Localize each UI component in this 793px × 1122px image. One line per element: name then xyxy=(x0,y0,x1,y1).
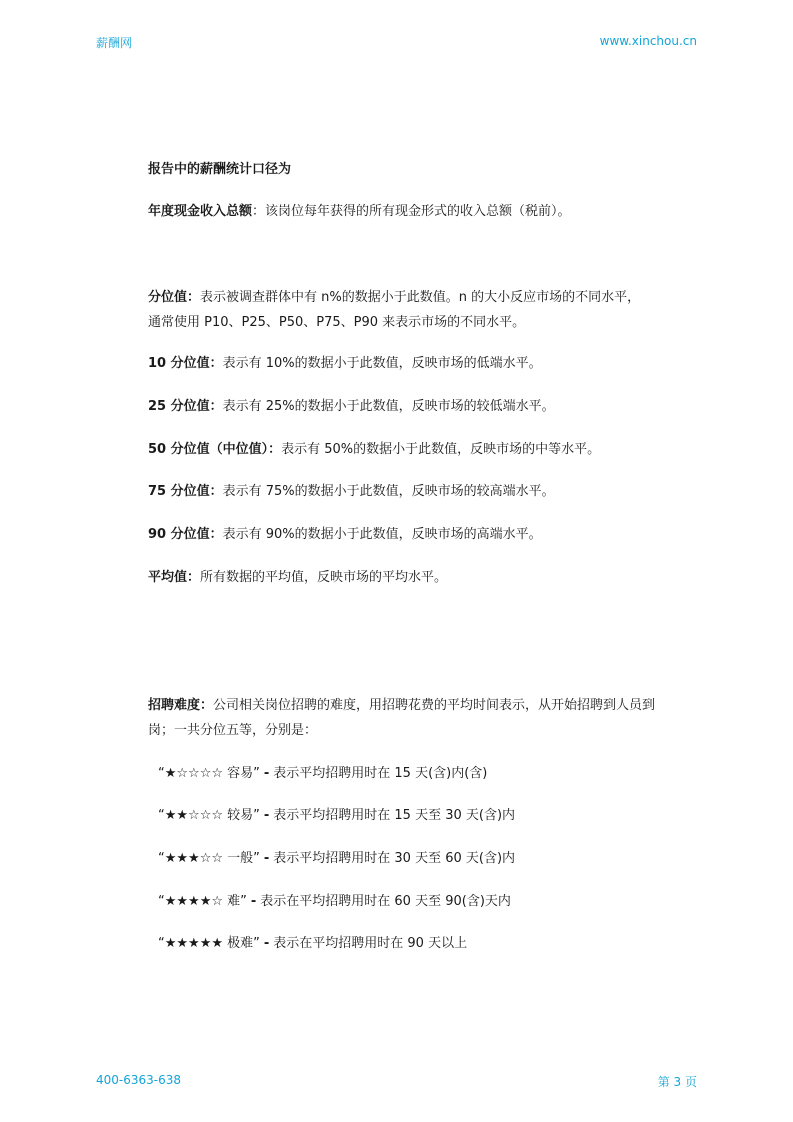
percentile-desc-1: 表示被调查群体中有 n%的数据小于此数值。n 的大小反应市场的不同水平， xyxy=(200,290,641,305)
p25-desc: 表示有 25%的数据小于此数值，反映市场的较低端水平。 xyxy=(222,399,555,414)
level-hard-dash: - xyxy=(250,894,257,909)
footer-page-number: 第 3 页 xyxy=(657,1075,697,1089)
p75-desc: 表示有 75%的数据小于此数值，反映市场的较高端水平。 xyxy=(222,484,555,499)
recruit-desc-1: 公司相关岗位招聘的难度，用招聘花费的平均时间表示，从开始招聘到人员到 xyxy=(213,698,656,713)
level-very-hard-desc: 表示在平均招聘用时在 90 天以上 xyxy=(273,936,468,951)
p10-label: 10 分位值： xyxy=(148,356,223,371)
level-easy-rating: “★☆☆☆☆ 容易” xyxy=(158,766,260,781)
p90-desc: 表示有 90%的数据小于此数值，反映市场的高端水平。 xyxy=(222,527,542,542)
level-fairly-easy-rating: “★★☆☆☆ 较易” xyxy=(158,808,260,823)
level-hard-rating: “★★★★☆ 难” xyxy=(158,894,247,909)
p75-line xyxy=(148,483,688,501)
level-very-hard-dash: - xyxy=(263,936,270,951)
average-desc: 所有数据的平均值，反映市场的平均水平。 xyxy=(200,570,448,585)
level-very-hard-rating: “★★★★★ 极难” xyxy=(158,936,260,951)
p50-line xyxy=(148,441,688,459)
p10-desc: 表示有 10%的数据小于此数值，反映市场的低端水平。 xyxy=(222,356,542,371)
p10-line xyxy=(148,355,688,373)
level-hard-desc: 表示在平均招聘用时在 60 天至 90(含)天内 xyxy=(260,894,511,909)
annual-income-label: 年度现金收入总额 xyxy=(148,204,253,219)
level-easy xyxy=(158,765,698,783)
p25-line xyxy=(148,398,688,416)
p50-label: 50 分位值（中位值）： xyxy=(148,442,282,457)
site-url[interactable]: www.xinchou.cn xyxy=(599,34,697,48)
p90-line xyxy=(148,526,688,544)
percentile-line-2: 通常使用 P10、P25、P50、P75、P90 来表示市场的不同水平。 xyxy=(148,315,526,330)
annual-income-line xyxy=(148,203,688,221)
site-name: 薪酬网 xyxy=(96,36,133,50)
recruit-label: 招聘难度： xyxy=(148,698,214,713)
p25-label: 25 分位值： xyxy=(148,399,223,414)
level-normal xyxy=(158,850,698,868)
p75-label: 75 分位值： xyxy=(148,484,223,499)
recruit-line-2: 岗；一共分位五等，分别是： xyxy=(148,723,318,738)
level-easy-desc: 表示平均招聘用时在 15 天(含)内(含) xyxy=(273,766,488,781)
p50-desc: 表示有 50%的数据小于此数值，反映市场的中等水平。 xyxy=(281,442,601,457)
percentile-line-1 xyxy=(148,289,688,307)
average-line xyxy=(148,569,688,587)
average-label: 平均值： xyxy=(148,570,201,585)
section-title: 报告中的薪酬统计口径为 xyxy=(148,162,292,177)
level-very-hard xyxy=(158,935,698,953)
level-normal-desc: 表示平均招聘用时在 30 天至 60 天(含)内 xyxy=(273,851,516,866)
level-fairly-easy-dash: - xyxy=(263,808,270,823)
recruit-line-1 xyxy=(148,697,688,715)
footer-phone: 400-6363-638 xyxy=(96,1073,182,1087)
annual-income-desc: ：该岗位每年获得的所有现金形式的收入总额（税前）。 xyxy=(252,204,571,219)
level-hard xyxy=(158,893,698,911)
level-easy-dash: - xyxy=(263,766,270,781)
level-normal-dash: - xyxy=(263,851,270,866)
percentile-label: 分位值： xyxy=(148,290,201,305)
p90-label: 90 分位值： xyxy=(148,527,223,542)
level-fairly-easy-desc: 表示平均招聘用时在 15 天至 30 天(含)内 xyxy=(273,808,516,823)
level-normal-rating: “★★★☆☆ 一般” xyxy=(158,851,260,866)
level-fairly-easy xyxy=(158,807,698,825)
